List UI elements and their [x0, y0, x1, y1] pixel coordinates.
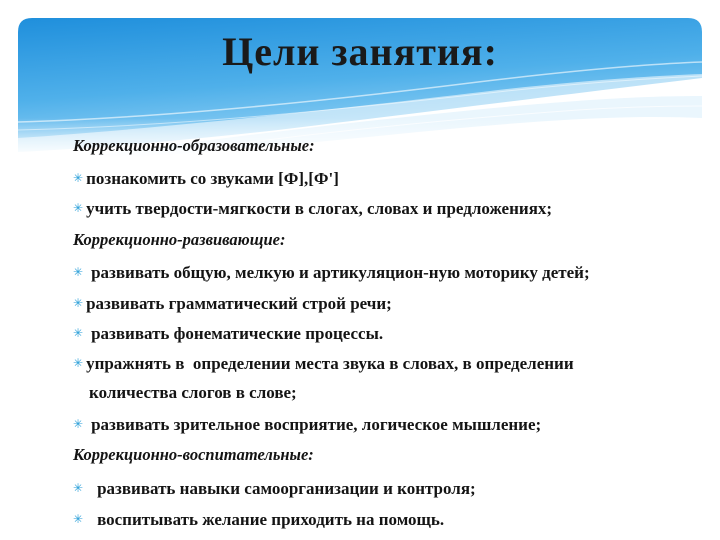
list-item-text: развивать грамматический строй речи;	[86, 294, 392, 313]
list-item-text: воспитывать желание приходить на помощь.	[97, 510, 445, 529]
asterisk-bullet-icon: ✳	[73, 417, 84, 431]
list-item	[73, 414, 541, 435]
list-item-text: развивать навыки самоорганизации и контроля;	[97, 479, 476, 498]
asterisk-bullet-icon: ✳	[73, 201, 84, 215]
list-item-text: упражнять в определении места звука в словах, в определении	[86, 354, 574, 373]
asterisk-bullet-icon: ✳	[73, 296, 84, 310]
list-item-text: развивать фонематические процессы.	[91, 324, 384, 343]
list-item-text: развивать общую, мелкую и артикуляцион-ную моторику детей;	[91, 263, 590, 282]
list-item	[73, 353, 574, 374]
list-item-continuation: количества слогов в слове;	[89, 383, 297, 402]
list-item	[73, 293, 392, 314]
list-item	[73, 168, 339, 189]
list-item	[73, 262, 590, 283]
list-item	[73, 323, 383, 344]
page-title: Цели занятия:	[222, 29, 498, 74]
list-item-text: познакомить со звуками [Ф],[Ф']	[86, 169, 339, 188]
section-heading-educational: Коррекционно-образовательные:	[73, 136, 315, 155]
list-item-text: развивать зрительное восприятие, логическое мышление;	[91, 415, 542, 434]
asterisk-bullet-icon: ✳	[73, 356, 84, 370]
asterisk-bullet-icon: ✳	[73, 171, 84, 185]
list-item	[73, 509, 444, 530]
section-heading-upbringing: Коррекционно-воспитательные:	[73, 445, 314, 464]
asterisk-bullet-icon: ✳	[73, 326, 84, 340]
asterisk-bullet-icon: ✳	[73, 265, 84, 279]
section-heading-developmental: Коррекционно-развивающие:	[73, 230, 286, 249]
asterisk-bullet-icon: ✳	[73, 481, 84, 495]
asterisk-bullet-icon: ✳	[73, 512, 84, 526]
list-item	[73, 198, 552, 219]
list-item-text: учить твердости-мягкости в слогах, словах и предложениях;	[86, 199, 553, 218]
list-item	[73, 478, 476, 499]
